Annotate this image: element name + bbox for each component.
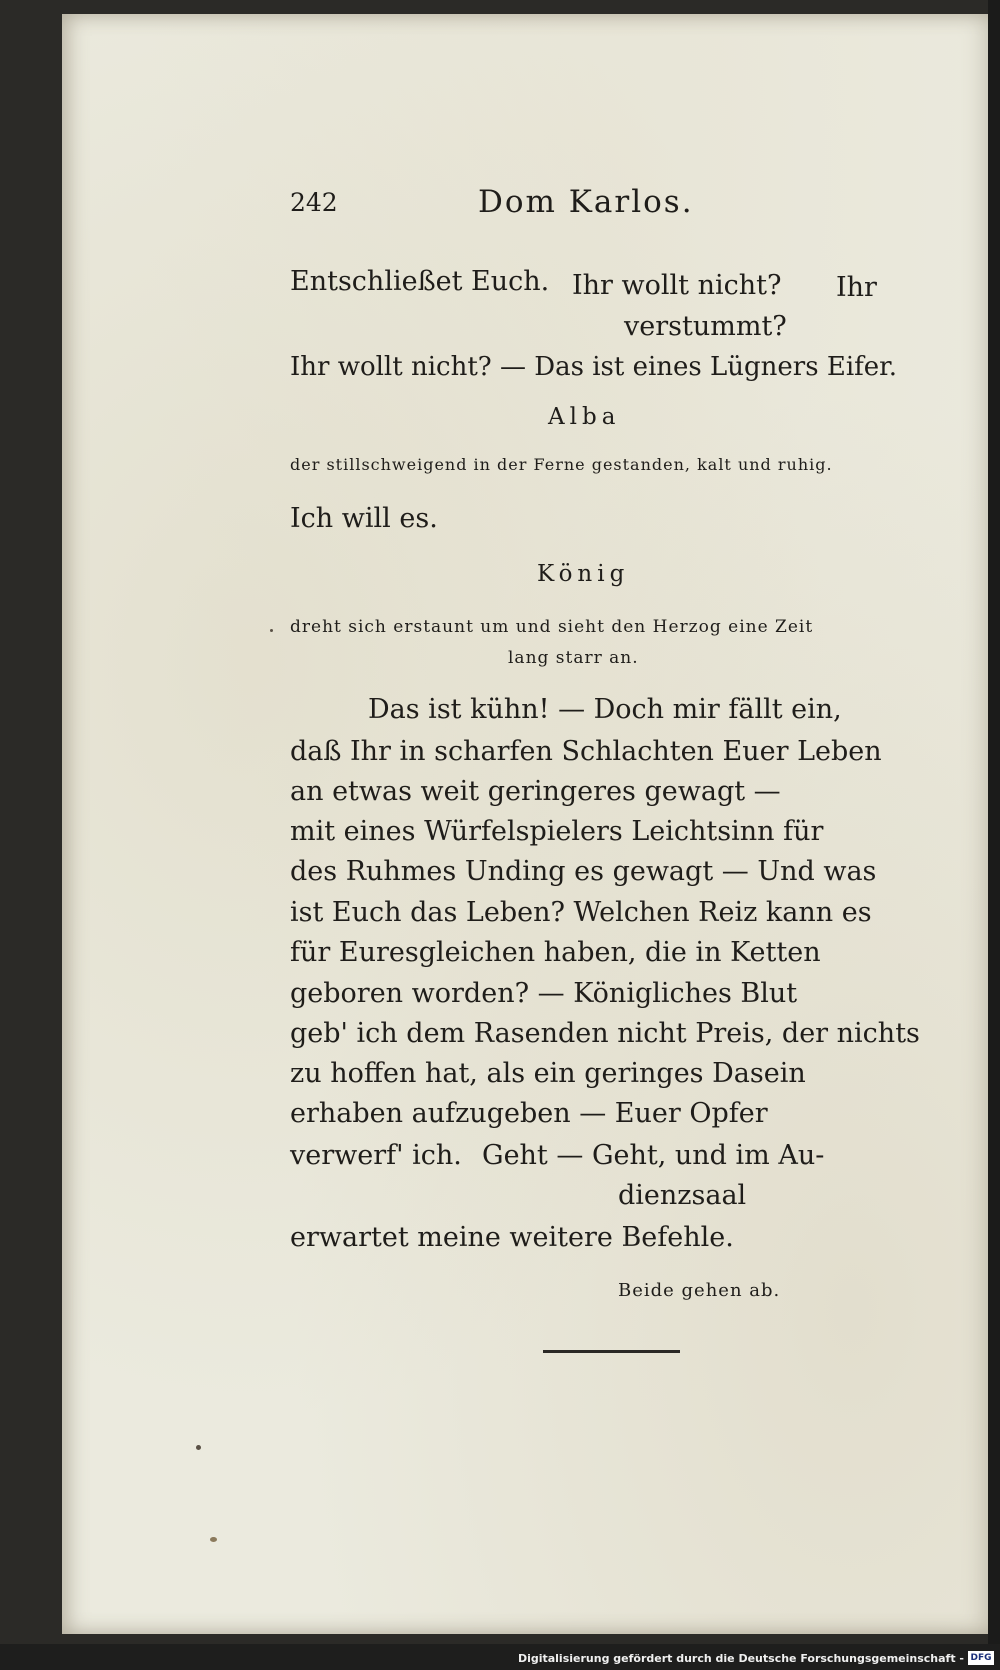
text-line-3: Ich will es. <box>290 503 438 534</box>
verse-line-3: an etwas weit geringeres gewagt — <box>290 776 781 807</box>
paper-speck <box>270 629 273 632</box>
page-number: 242 <box>290 188 338 217</box>
text-line-last-b: Geht — Geht, und im Au- <box>482 1140 825 1171</box>
running-head: Dom Karlos. <box>478 184 694 220</box>
text-line-1b: Ihr wollt nicht? <box>572 270 782 301</box>
verse-line-1: Das ist kühn! — Doch mir fällt ein, <box>368 694 842 725</box>
verse-line-5: des Ruhmes Unding es gewagt — Und was <box>290 856 877 887</box>
verse-line-2: daß Ihr in scharfen Schlachten Euer Leben <box>290 736 882 767</box>
text-line-1c: Ihr <box>836 272 877 303</box>
funding-credit: Digitalisierung gefördert durch die Deutsche Forschungsgemeinschaft - <box>517 1652 964 1665</box>
verse-line-4: mit eines Würfelspielers Leichtsinn für <box>290 816 824 847</box>
text-line-1d: verstummt? <box>624 311 787 342</box>
verse-line-10: zu hoffen hat, als ein geringes Dasein <box>290 1058 806 1089</box>
stage-direction-alba: der stillschweigend in der Ferne gestanden, kalt und ruhig. <box>290 455 833 474</box>
verse-line-6: ist Euch das Leben? Welchen Reiz kann es <box>290 897 872 928</box>
paper-speck <box>210 1537 217 1542</box>
text-line-1a: Entschließet Euch. <box>290 266 550 297</box>
verse-line-11: erhaben aufzugeben — Euer Opfer <box>290 1098 768 1129</box>
text-line-final: erwartet meine weitere Befehle. <box>290 1222 734 1253</box>
text-line-last-c: dienzsaal <box>618 1180 747 1211</box>
speaker-koenig: König <box>537 561 630 587</box>
stage-direction-koenig-1: dreht sich erstaunt um und sieht den Herzog eine Zeit <box>290 617 814 637</box>
footer-bar <box>0 1644 1000 1670</box>
scan-edge <box>988 0 1000 1670</box>
verse-line-8: geboren worden? — Königliches Blut <box>290 978 798 1009</box>
stage-direction-koenig-2: lang starr an. <box>508 648 639 668</box>
end-rule <box>543 1350 680 1353</box>
text-line-last-a: verwerf' ich. <box>290 1140 462 1171</box>
dfg-logo: DFG <box>968 1651 994 1665</box>
text-line-2: Ihr wollt nicht? — Das ist eines Lügners Eifer. <box>290 352 897 382</box>
verse-line-9: geb' ich dem Rasenden nicht Preis, der nichts <box>290 1018 920 1049</box>
exit-direction: Beide gehen ab. <box>618 1280 781 1301</box>
verse-line-7: für Euresgleichen haben, die in Ketten <box>290 937 821 968</box>
paper-speck <box>196 1445 201 1450</box>
speaker-alba: Alba <box>548 404 621 430</box>
